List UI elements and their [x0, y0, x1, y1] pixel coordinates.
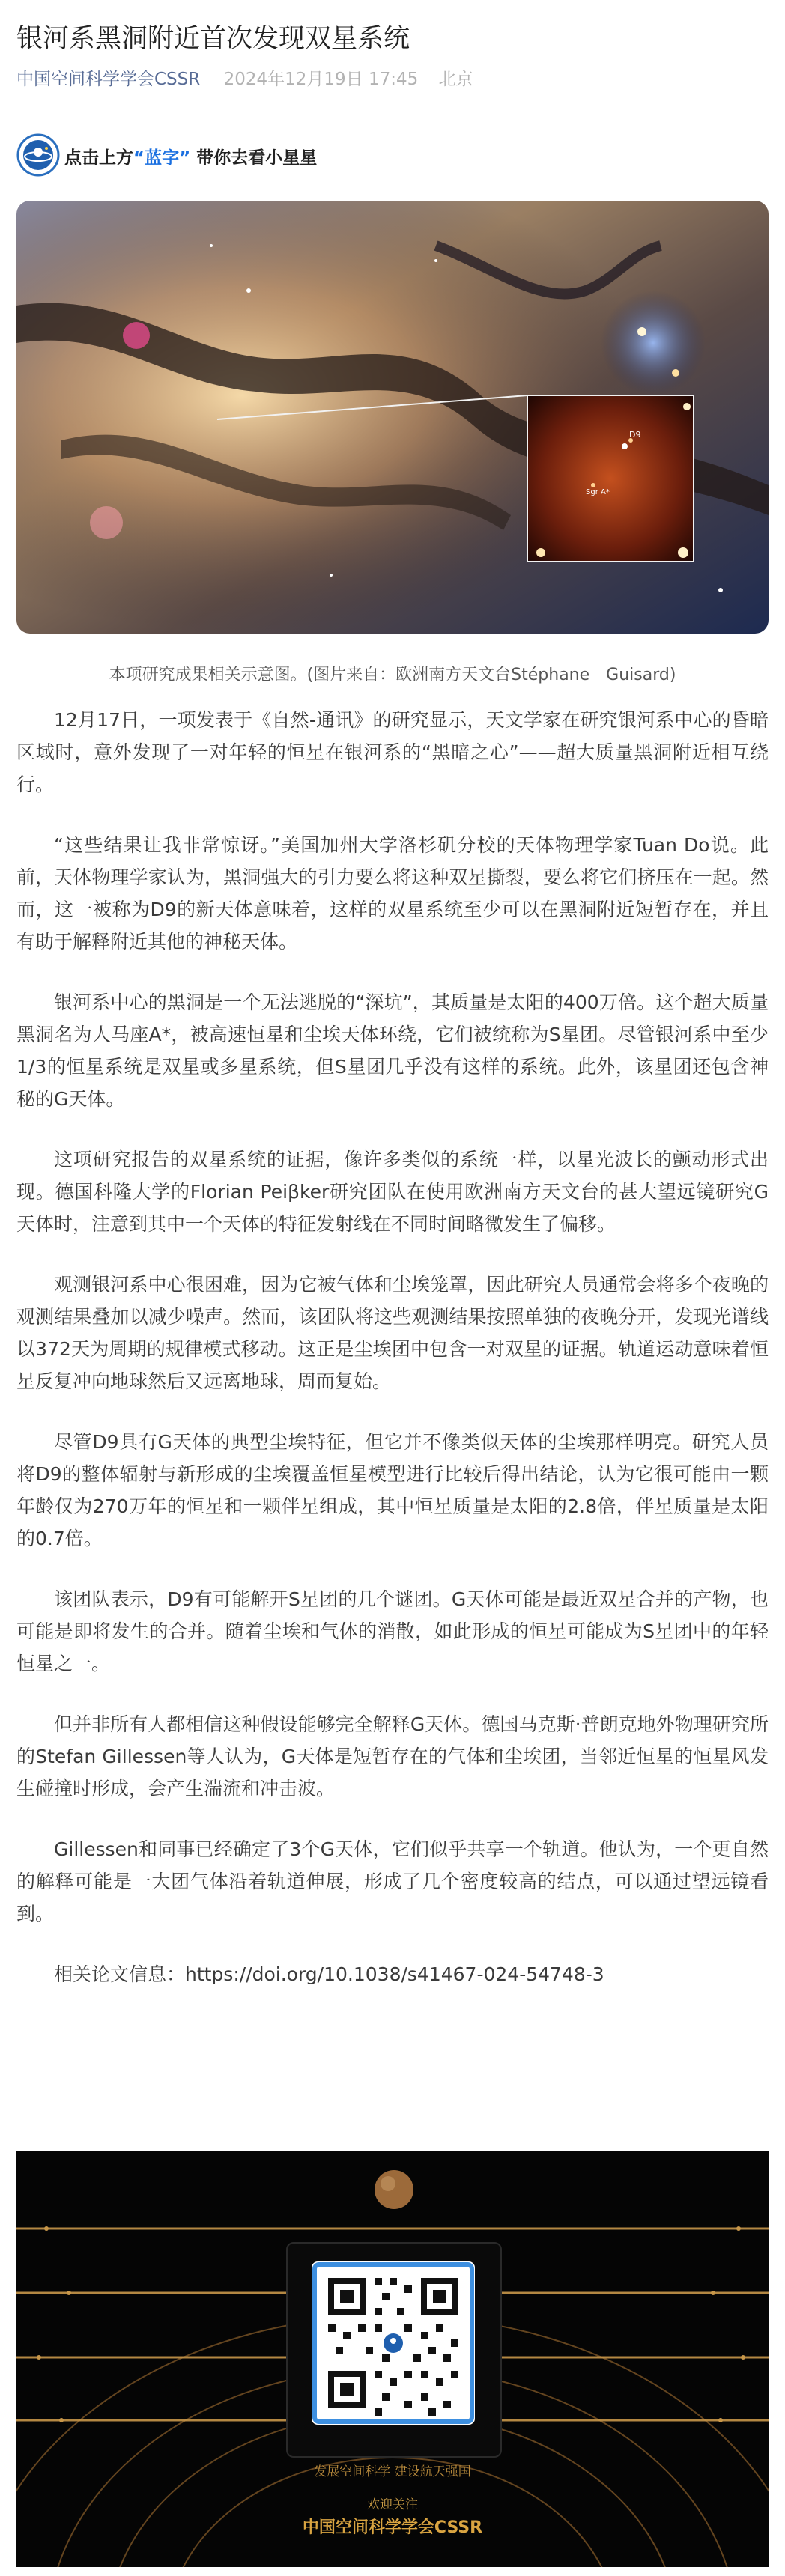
article-body [16, 704, 769, 2019]
follow-prompt [16, 133, 691, 178]
banner-org-name: 中国空间科学学会CSSR [302, 2518, 483, 2537]
paragraph: “这些结果让我非常惊讶。”美国加州大学洛杉矶分校的天体物理学家Tuan Do说。此前，天体物理学家认为，黑洞强大的引力要么将这种双星撕裂，要么将它们挤压在一起。然而，这一被称为D9的新天体意味着，这样的双星系统至少可以在黑洞附近短暂存在，并且有助于解释附近其他的神秘天体。 [16, 834, 769, 953]
paragraph: 观测银河系中心很困难，因为它被气体和尘埃笼罩，因此研究人员通常会将多个夜晚的观测结果叠加以减少噪声。然而，该团队将这些观测结果按照单独的夜晚分开，发现光谱线以372天为周期的规律模式移动。这正是尘埃团中包含一对双星的证据。轨道运动意味着恒星反复冲向地球然后又远离地球，周而复始。 [16, 1274, 769, 1392]
paragraph: 银河系中心的黑洞是一个无法逃脱的“深坑”，其质量是太阳的400万倍。这个超大质量黑洞名为人马座A*，被高速恒星和尘埃天体环绕，它们被统称为S星团。尽管银河系中至少1/3的恒星系统是双星或多星系统，但S星团几乎没有这样的系统。此外，该星团还包含神秘的G天体。 [16, 991, 769, 1110]
paragraph: 尽管D9具有G天体的典型尘埃特征，但它并不像类似天体的尘埃那样明亮。研究人员将D9的整体辐射与新形成的尘埃覆盖恒星模型进行比较后得出结论，认为它很可能由一颗年龄仅为270万年的恒星和一颗伴星组成，其中恒星质量是太阳的2.8倍，伴星质量是太阳的0.7倍。 [16, 1431, 769, 1549]
publish-location: 北京 [438, 70, 473, 89]
sgra-label: Sgr A* [586, 488, 610, 496]
paper-reference: 相关论文信息：https://doi.org/10.1038/s41467-024-54748-3 [54, 1963, 604, 1985]
planet-icon [375, 2170, 413, 2209]
hero-image [16, 201, 769, 634]
banner-welcome: 欢迎关注 [367, 2497, 418, 2512]
follow-text[interactable]: 点击上方“蓝字” 带你去看小星星 [64, 148, 318, 168]
publish-date: 2024年12月19日 17:45 [223, 70, 419, 89]
d9-label: D9 [629, 430, 641, 440]
qr-code-icon[interactable] [312, 2261, 475, 2425]
banner-slogan: 发展空间科学 建设航天强国 [314, 2464, 471, 2479]
promo-banner [16, 2151, 769, 2567]
account-name-link[interactable]: 中国空间科学学会CSSR [16, 70, 201, 89]
paragraph: 该团队表示，D9有可能解开S星团的几个谜团。G天体可能是最近双星合并的产物，也可能是即将发生的合并。随着尘埃和气体的消散，如此形成的恒星可能成为S星团中的年轻恒星之一。 [16, 1588, 769, 1674]
image-caption: 本项研究成果相关示意图。(图片来自：欧洲南方天文台Stéphane Guisard) [109, 666, 676, 684]
cssr-logo-icon [16, 133, 60, 177]
paragraph: Gillessen和同事已经确定了3个G天体，它们似乎共享一个轨道。他认为，一个更自然的解释可能是一大团气体沿着轨道伸展，形成了几个密度较高的结点，可以通过望远镜看到。 [16, 1838, 769, 1925]
paragraph: 12月17日，一项发表于《自然-通讯》的研究显示，天文学家在研究银河系中心的昏暗区域时，意外发现了一对年轻的恒星在银河系的“黑暗之心”——超大质量黑洞附近相互绕行。 [16, 709, 769, 795]
paragraph: 但并非所有人都相信这种假设能够完全解释G天体。德国马克斯·普朗克地外物理研究所的Stefan Gillessen等人认为，G天体是短暂存在的气体和尘埃团，当邻近恒星的恒星风发生碰撞时形成，会产生湍流和冲击波。 [16, 1713, 769, 1799]
paragraph: 这项研究报告的双星系统的证据，像许多类似的系统一样，以星光波长的颤动形式出现。德国科隆大学的Florian Peiβker研究团队在使用欧洲南方天文台的甚大望远镜研究G天体时，注意到其中一个天体的特征发射线在不同时间略微发生了偏移。 [16, 1149, 769, 1235]
article-title: 银河系黑洞附近首次发现双星系统 [16, 24, 410, 54]
article-meta [16, 67, 473, 91]
qr-code-frame [286, 2242, 502, 2458]
